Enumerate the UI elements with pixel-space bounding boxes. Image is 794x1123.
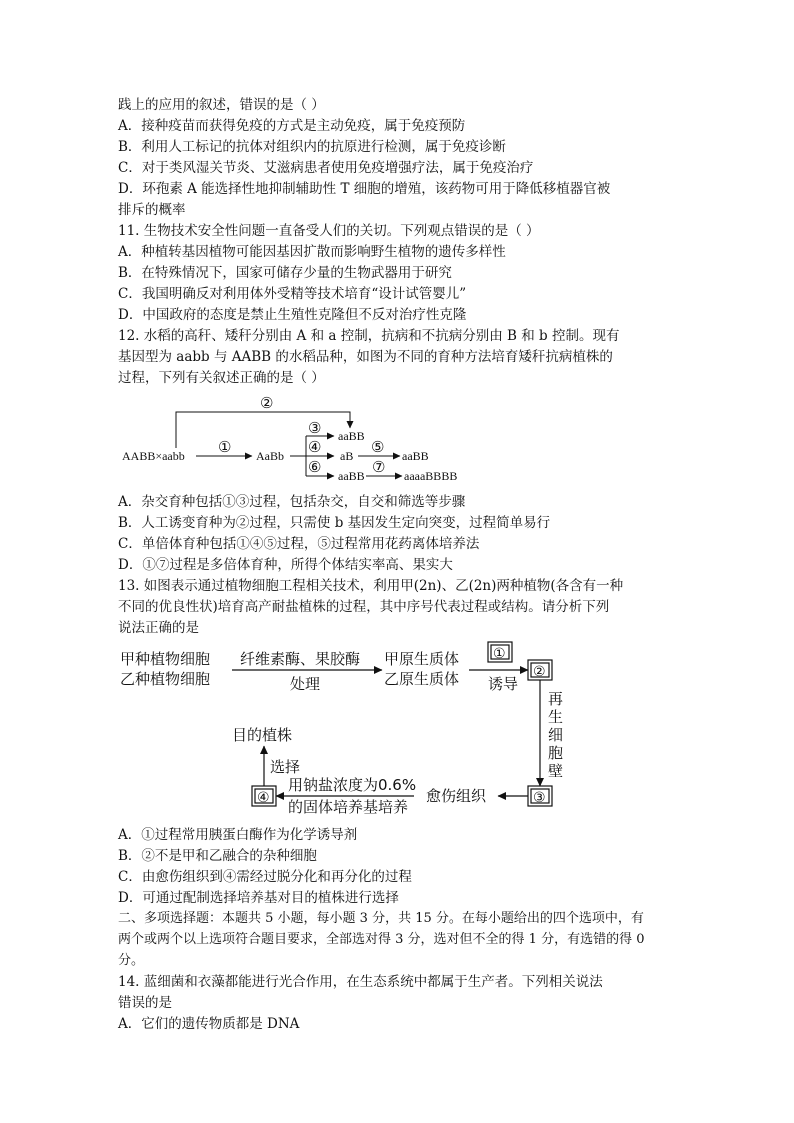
option-a: A．它们的遗传物质都是 DNA xyxy=(118,1016,300,1032)
option-b: B．人工诱变育种为②过程，只需使 b 基因发生定向突变，过程简单易行 xyxy=(118,515,551,531)
ab-label: aB xyxy=(340,449,354,463)
regen-char-3: 细 xyxy=(548,726,564,744)
aaaabbbb-label: aaaaBBBB xyxy=(404,469,458,483)
text-line: 践上的应用的叙述，错误的是（ ） xyxy=(118,97,325,113)
text-line: 排斥的概率 xyxy=(118,202,186,218)
option-b: B．利用人工标记的抗体对组织内的抗原进行检测，属于免疫诊断 xyxy=(118,139,506,155)
parents-label: AABB×aabb xyxy=(122,449,185,463)
question-14: 14. 蓝细菌和衣藻都能进行光合作用，在生态系统中都属于生产者。下列相关说法 xyxy=(118,974,603,990)
box-4-label: ④ xyxy=(257,790,270,806)
step-3-label: ③ xyxy=(308,421,322,437)
step-5-label: ⑤ xyxy=(371,440,385,456)
induce-label: 诱导 xyxy=(488,675,519,693)
breeding-diagram xyxy=(110,392,490,488)
box-3-label: ③ xyxy=(533,790,546,806)
cells-b-label: 乙种植物细胞 xyxy=(120,670,211,688)
option-a: A．种植转基因植物可能因基因扩散而影响野生植物的遗传多样性 xyxy=(118,244,506,260)
box-2-label: ② xyxy=(533,664,546,680)
target-plant-label: 目的植株 xyxy=(232,726,293,744)
proto-b-label: 乙原生质体 xyxy=(384,670,460,688)
callus-label: 愈伤组织 xyxy=(426,787,487,805)
text-line: 错误的是 xyxy=(118,995,172,1011)
medium-label-2: 的固体培养基培养 xyxy=(288,798,409,816)
aabb-top-label: aaBB xyxy=(338,429,365,443)
option-b: B．②不是甲和乙融合的杂种细胞 xyxy=(118,848,317,864)
medium-label-1: 用钠盐浓度为0.6% xyxy=(288,776,417,794)
select-label: 选择 xyxy=(270,758,301,776)
option-d: D．环孢素 A 能选择性地抑制辅助性 T 细胞的增殖，该药物可用于降低移植器官被 xyxy=(118,181,611,197)
aabb-right-label: aaBB xyxy=(402,449,429,463)
step-6-label: ⑥ xyxy=(308,460,322,476)
regen-char-1: 再 xyxy=(548,690,564,708)
step-2-label: ② xyxy=(260,396,274,412)
cell-engineering-diagram xyxy=(118,640,568,820)
option-d: D．可通过配制选择培养基对目的植株进行选择 xyxy=(118,890,399,906)
treat-label: 处理 xyxy=(290,675,321,693)
cells-a-label: 甲种植物细胞 xyxy=(120,650,211,668)
step-1-label: ① xyxy=(218,440,232,456)
text-line: 基因型为 aabb 与 AABB 的水稻品种，如图为不同的育种方法培育矮秆抗病植株的 xyxy=(118,349,613,365)
option-c: C．单倍体育种包括①④⑤过程，⑤过程常用花药离体培养法 xyxy=(118,536,480,552)
proto-a-label: 甲原生质体 xyxy=(384,650,460,668)
f1-label: AaBb xyxy=(256,449,284,463)
option-a: A．杂交育种包括①③过程，包括杂交，自交和筛选等步骤 xyxy=(118,494,466,510)
option-c: C．由愈伤组织到④需经过脱分化和再分化的过程 xyxy=(118,869,412,885)
regen-char-5: 壁 xyxy=(548,762,564,780)
option-b: B．在特殊情况下，国家可储存少量的生物武器用于研究 xyxy=(118,265,452,281)
regen-char-4: 胞 xyxy=(548,744,564,762)
enzymes-label: 纤维素酶、果胶酶 xyxy=(240,650,361,668)
option-d: D．中国政府的态度是禁止生殖性克隆但不反对治疗性克隆 xyxy=(118,307,467,323)
regen-char-2: 生 xyxy=(548,708,564,726)
text-line: 两个或两个以上选项符合题目要求，全部选对得 3 分，选对但不全的得 1 分，有选错的得 0 xyxy=(118,932,645,947)
text-line: 分。 xyxy=(118,953,145,968)
option-c: C．我国明确反对利用体外受精等技术培育“设计试管婴儿” xyxy=(118,286,467,302)
question-13: 13. 如图表示通过植物细胞工程相关技术，利用甲(2n)、乙(2n)两种植物(各含有一种 xyxy=(118,578,624,594)
aabb-bottom-label: aaBB xyxy=(338,469,365,483)
text-line: 过程，下列有关叙述正确的是（ ） xyxy=(118,370,325,386)
section-heading: 二、多项选择题：本题共 5 小题，每小题 3 分，共 15 分。在每小题给出的四个选项中，有 xyxy=(118,911,644,926)
option-d: D．①⑦过程是多倍体育种，所得个体结实率高、果实大 xyxy=(118,557,453,573)
question-11: 11. 生物技术安全性问题一直备受人们的关切。下列观点错误的是（ ） xyxy=(118,223,540,239)
box-1-label: ① xyxy=(493,646,506,662)
step-4-label: ④ xyxy=(308,440,322,456)
option-a: A．①过程常用胰蛋白酶作为化学诱导剂 xyxy=(118,827,358,843)
text-line: 说法正确的是 xyxy=(118,620,199,636)
text-line: 不同的优良性状)培育高产耐盐植株的过程，其中序号代表过程或结构。请分析下列 xyxy=(118,599,610,615)
question-12: 12. 水稻的高秆、矮秆分别由 A 和 a 控制，抗病和不抗病分别由 B 和 b 控制。现有 xyxy=(118,328,620,344)
option-c: C．对于类风湿关节炎、艾滋病患者使用免疫增强疗法，属于免疫治疗 xyxy=(118,160,534,176)
step-7-label: ⑦ xyxy=(372,460,386,476)
option-a: A．接种疫苗而获得免疫的方式是主动免疫，属于免疫预防 xyxy=(118,118,466,134)
